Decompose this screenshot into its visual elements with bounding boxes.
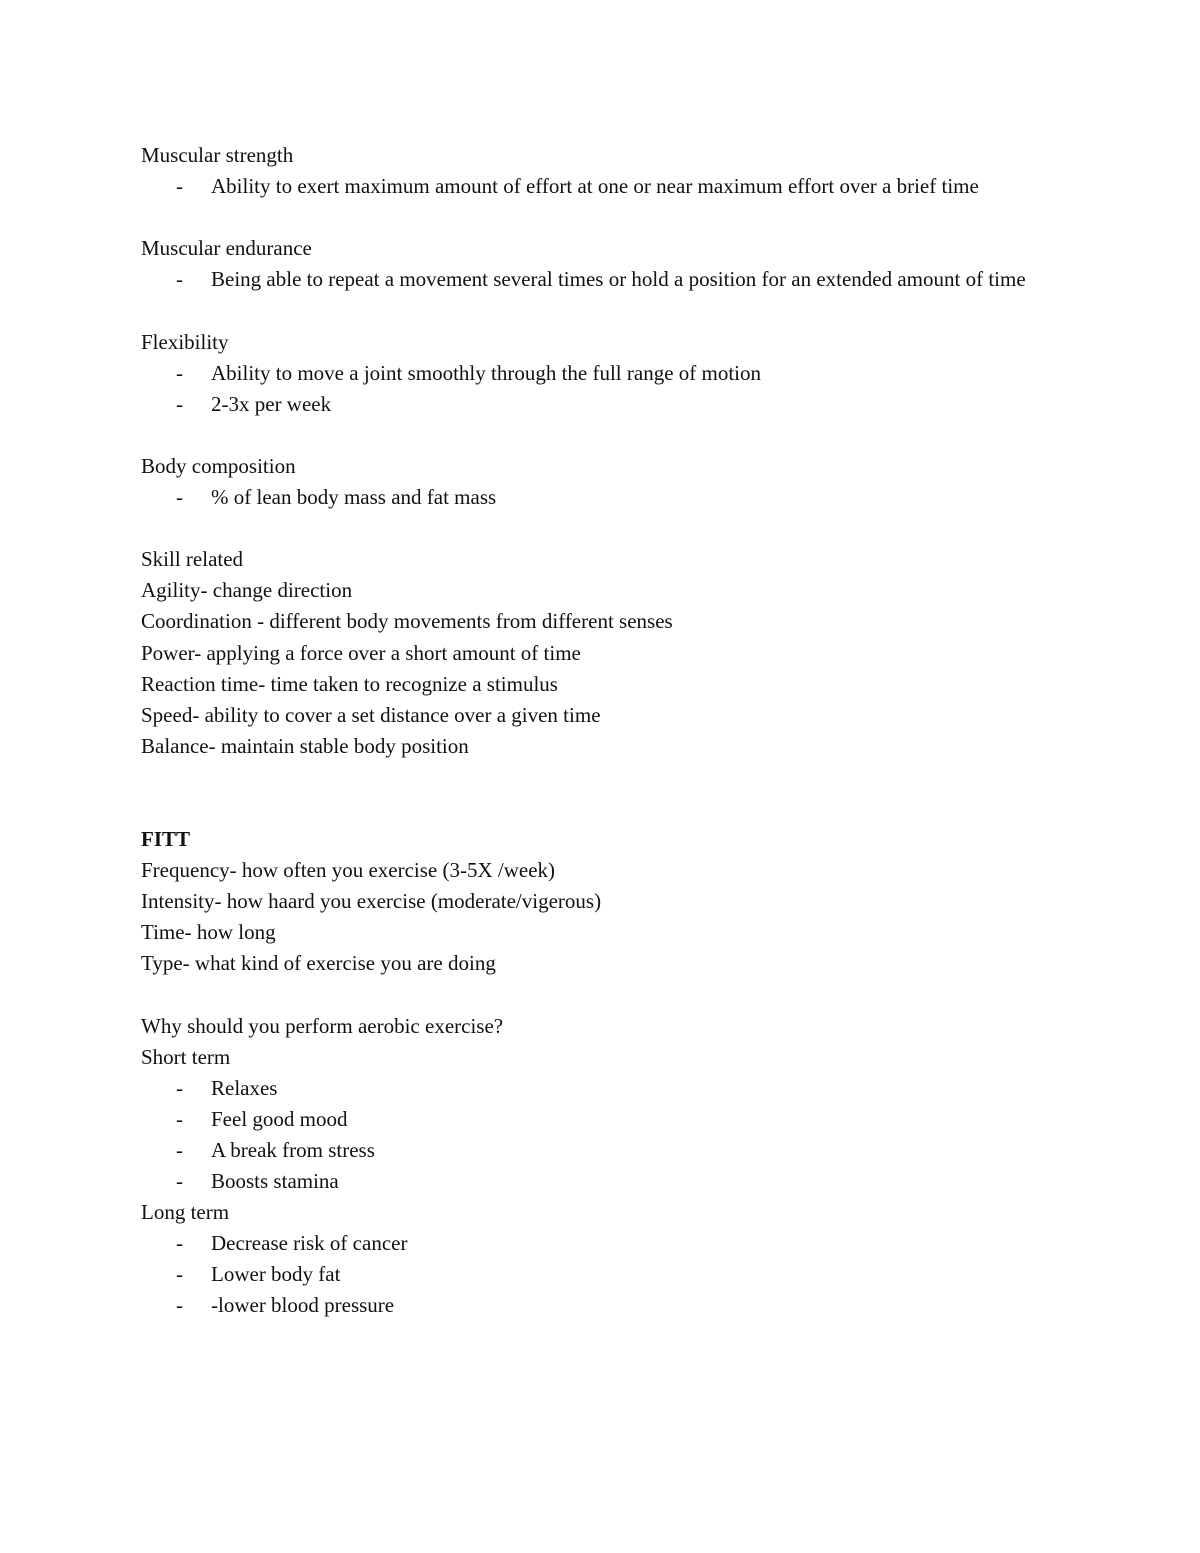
bullet-text: Being able to repeat a movement several times or hold a position for an extended amount of time <box>211 267 1026 292</box>
fitt-line: Frequency- how often you exercise (3-5X /week) <box>141 858 556 883</box>
spacer <box>141 980 1071 1011</box>
document-page <box>141 140 1071 1322</box>
fitt-line: Type- what kind of exercise you are doing <box>141 951 496 976</box>
short-term-bullet <box>141 1135 1071 1166</box>
fitt-line: Time- how long <box>141 920 276 945</box>
flexibility-heading: Flexibility <box>141 329 229 354</box>
bullet-text: Feel good mood <box>211 1106 348 1131</box>
skill-line: Agility- change direction <box>141 578 353 603</box>
dash-marker: - <box>176 485 183 510</box>
flexibility-bullet <box>141 358 1071 389</box>
bullet-text: Lower body fat <box>211 1262 341 1287</box>
short-term-heading: Short term <box>141 1044 231 1069</box>
muscular-strength-bullet <box>141 171 1071 202</box>
dash-marker: - <box>176 391 183 416</box>
skill-line: Coordination - different body movements from different senses <box>141 609 673 634</box>
long-term-bullet <box>141 1290 1071 1321</box>
skill-line: Reaction time- time taken to recognize a stimulus <box>141 671 558 696</box>
skill-line: Balance- maintain stable body position <box>141 733 469 758</box>
dash-marker: - <box>176 1169 183 1194</box>
dash-marker: - <box>176 267 183 292</box>
long-term-heading: Long term <box>141 1200 230 1225</box>
body-composition-bullet <box>141 482 1071 513</box>
skill-line: Power- applying a force over a short amount of time <box>141 640 581 665</box>
dash-marker: - <box>176 1138 183 1162</box>
bullet-text: 2-3x per week <box>211 391 332 416</box>
short-term-bullet <box>141 1104 1071 1135</box>
dash-marker: - <box>176 360 183 385</box>
short-term-bullet <box>141 1073 1071 1104</box>
muscular-strength-heading: Muscular strength <box>141 143 294 167</box>
bullet-text: Decrease risk of cancer <box>211 1231 408 1256</box>
dash-marker: - <box>176 174 183 199</box>
bullet-text: A break from stress <box>211 1138 375 1162</box>
bullet-text: Relaxes <box>211 1075 278 1100</box>
muscular-endurance-heading: Muscular endurance <box>141 236 312 261</box>
dash-marker: - <box>176 1262 183 1287</box>
aerobic-question: Why should you perform aerobic exercise? <box>141 1013 504 1038</box>
spacer <box>141 513 1071 544</box>
fitt-heading: FITT <box>141 827 191 852</box>
bullet-text: Boosts stamina <box>211 1169 339 1194</box>
skill-line: Speed- ability to cover a set distance over a given time <box>141 702 601 727</box>
bullet-text: % of lean body mass and fat mass <box>211 485 497 510</box>
long-term-bullet <box>141 1228 1071 1259</box>
bullet-text: Ability to move a joint smoothly through the full range of motion <box>211 360 762 385</box>
dash-marker: - <box>176 1075 183 1100</box>
dash-marker: - <box>176 1231 183 1256</box>
spacer <box>141 420 1071 451</box>
body-composition-heading: Body composition <box>141 453 296 478</box>
bullet-text: Ability to exert maximum amount of effort at one or near maximum effort over a brief time <box>211 174 979 199</box>
dash-marker: - <box>176 1293 183 1318</box>
spacer <box>141 762 1071 824</box>
spacer <box>141 295 1071 326</box>
dash-marker: - <box>176 1106 183 1131</box>
fitt-line: Intensity- how haard you exercise (moderate/vigerous) <box>141 889 602 914</box>
skill-related-heading: Skill related <box>141 547 244 572</box>
bullet-text: -lower blood pressure <box>211 1293 395 1318</box>
long-term-bullet <box>141 1259 1071 1290</box>
short-term-bullet <box>141 1166 1071 1197</box>
flexibility-bullet <box>141 389 1071 420</box>
muscular-endurance-bullet <box>141 264 1071 295</box>
spacer <box>141 202 1071 233</box>
